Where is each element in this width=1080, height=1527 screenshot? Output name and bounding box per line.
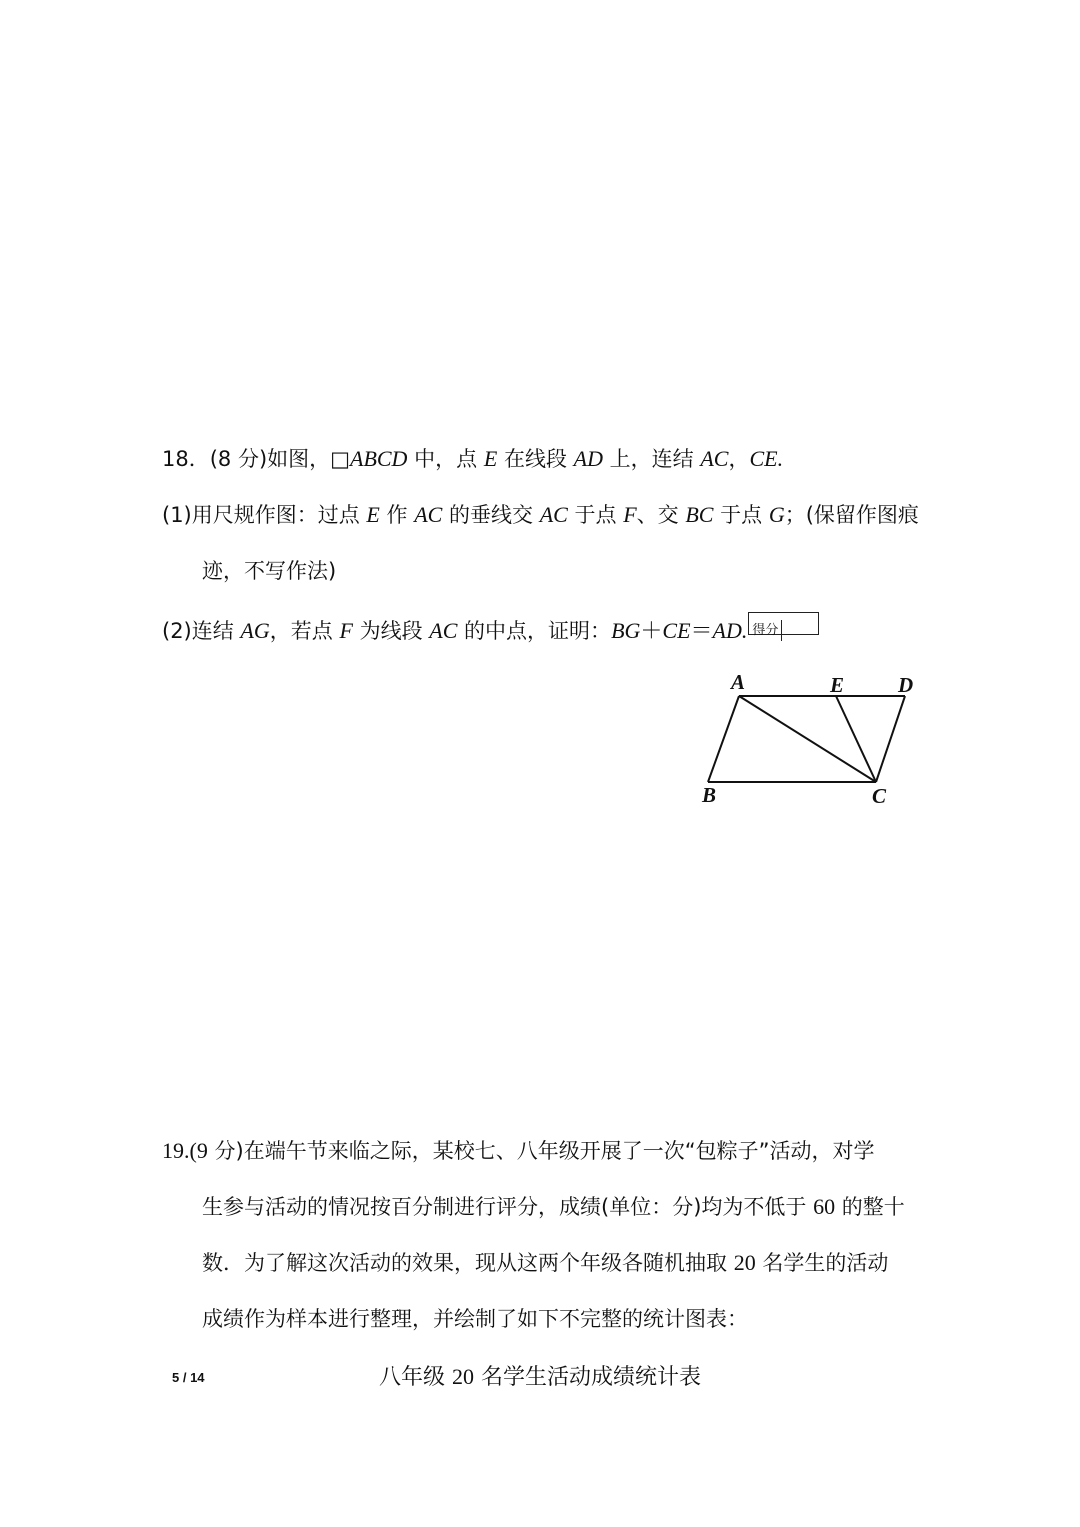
segment-DC [876, 696, 905, 782]
q19-line3: 数．为了解这次活动的效果，现从这两个年级各随机抽取 20 名学生的活动 [202, 1250, 889, 1275]
q18-part1-cont: 迹，不写作法) [202, 559, 337, 583]
table-title: 八年级 20 名学生活动成绩统计表 [379, 1364, 701, 1390]
q18-number: 18．(8 分) [162, 447, 268, 471]
page-number: 5 / 14 [172, 1370, 205, 1385]
label-E: E [830, 673, 845, 697]
q19-line1: 19.(9 分)在端午节来临之际，某校七、八年级开展了一次“包粽子”活动，对学 [162, 1138, 875, 1163]
q18-stem: 18．(8 分)如图，□ABCD 中，点 E 在线段 AD 上，连结 AC，CE. [162, 446, 784, 471]
q18-part2: (2)连结 AG，若点 F 为线段 AC 的中点，证明：BG＋CE＝AD. 得分 [162, 612, 819, 646]
label-A: A [731, 670, 746, 694]
segment-BA [708, 696, 739, 782]
score-box [748, 612, 819, 638]
score-blank[interactable] [782, 613, 818, 634]
label-D: D [898, 673, 914, 697]
label-B: B [702, 783, 717, 807]
parallelogram-figure [690, 668, 930, 818]
q19-line2: 生参与活动的情况按百分制进行评分，成绩(单位：分)均为不低于 60 的整十 [202, 1194, 905, 1219]
score-label: 得分 [749, 620, 782, 641]
q18-part1: (1)用尺规作图：过点 E 作 AC 的垂线交 AC 于点 F、交 BC 于点 G；(保留作图痕 [162, 502, 919, 527]
q19-line4: 成绩作为样本进行整理，并绘制了如下不完整的统计图表： [202, 1307, 748, 1331]
label-C: C [872, 784, 887, 808]
parallelogram-symbol: □ [330, 447, 350, 471]
